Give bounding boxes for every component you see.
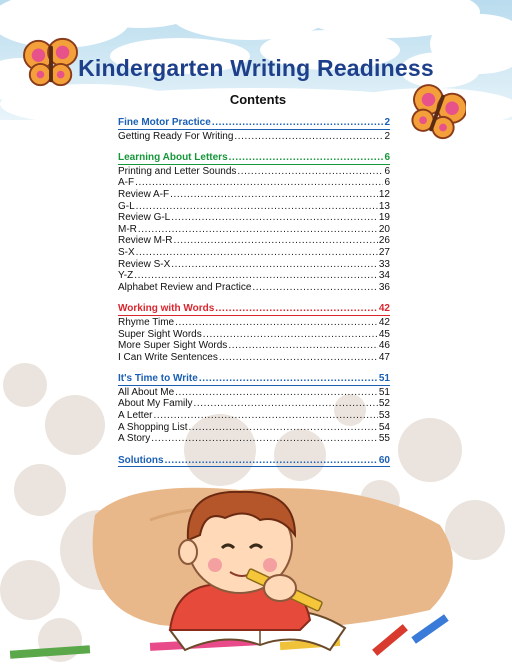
dot-leader bbox=[234, 131, 383, 143]
toc-section bbox=[118, 455, 390, 468]
toc-entry-label: More Super Sight Words bbox=[118, 340, 228, 352]
toc-entry-page: 12 bbox=[378, 188, 390, 200]
toc-heading-page: 6 bbox=[384, 152, 390, 164]
toc-entry-label: Alphabet Review and Practice bbox=[118, 281, 252, 293]
dot-leader bbox=[135, 177, 383, 189]
toc-section bbox=[118, 117, 390, 142]
toc-entry-label: G-L bbox=[118, 200, 135, 212]
toc-entry[interactable] bbox=[118, 247, 390, 259]
toc-heading-label: Learning About Letters bbox=[118, 152, 228, 164]
toc-entry-page: 13 bbox=[378, 200, 390, 212]
page-title: Kindergarten Writing Readiness bbox=[78, 55, 434, 81]
toc-entry[interactable] bbox=[118, 212, 390, 224]
toc-entry[interactable] bbox=[118, 235, 390, 247]
toc-section bbox=[118, 303, 390, 363]
toc-entry-page: 26 bbox=[378, 235, 390, 247]
toc-entry[interactable] bbox=[118, 189, 390, 201]
toc-entry[interactable] bbox=[118, 398, 390, 410]
dot-leader bbox=[153, 410, 377, 422]
toc-entry-label: Review A-F bbox=[118, 188, 170, 200]
toc-entry-page: 55 bbox=[378, 433, 390, 445]
toc-entry-label: I Can Write Sentences bbox=[118, 351, 218, 363]
toc-section bbox=[118, 152, 390, 293]
toc-section-heading[interactable] bbox=[118, 117, 390, 130]
dot-leader bbox=[252, 282, 377, 294]
toc-section-heading[interactable] bbox=[118, 455, 390, 468]
toc-entry-page: 46 bbox=[378, 340, 390, 352]
dot-leader bbox=[193, 398, 377, 410]
toc-entry-page: 34 bbox=[378, 270, 390, 282]
toc-entry[interactable] bbox=[118, 259, 390, 271]
toc-heading-page: 2 bbox=[384, 117, 390, 128]
toc-entry[interactable] bbox=[118, 410, 390, 422]
toc-entry-page: 45 bbox=[378, 328, 390, 340]
toc-entry-page: 54 bbox=[378, 421, 390, 433]
toc-entry-label: S-X bbox=[118, 246, 135, 258]
dot-leader bbox=[134, 270, 378, 282]
toc-section-heading[interactable] bbox=[118, 373, 390, 386]
toc-entry[interactable] bbox=[118, 224, 390, 236]
toc-section bbox=[118, 373, 390, 445]
toc-entry-page: 20 bbox=[378, 223, 390, 235]
toc-entry[interactable] bbox=[118, 270, 390, 282]
toc-entry-label: Rhyme Time bbox=[118, 316, 175, 328]
toc-entry-label: A-F bbox=[118, 177, 135, 189]
toc-entry[interactable] bbox=[118, 340, 390, 352]
dot-leader bbox=[175, 387, 378, 399]
toc-heading-label: Solutions bbox=[118, 454, 164, 466]
toc-entry[interactable] bbox=[118, 422, 390, 434]
dot-leader bbox=[203, 329, 378, 341]
toc-entry-label: Review G-L bbox=[118, 212, 171, 224]
toc-entry-label: M-R bbox=[118, 223, 137, 235]
toc-entry-page: 33 bbox=[378, 258, 390, 270]
dot-leader bbox=[215, 303, 378, 315]
toc-entry-label: Review S-X bbox=[118, 258, 171, 270]
toc-entry[interactable] bbox=[118, 201, 390, 213]
toc-entry-page: 6 bbox=[384, 165, 390, 177]
toc-entry[interactable] bbox=[118, 387, 390, 399]
contents-heading: Contents bbox=[229, 92, 287, 107]
dot-leader bbox=[151, 433, 378, 445]
dot-leader bbox=[175, 317, 378, 329]
toc-entry[interactable] bbox=[118, 131, 390, 143]
dot-leader bbox=[228, 340, 378, 352]
dot-leader bbox=[171, 212, 378, 224]
dot-leader bbox=[237, 166, 383, 178]
dot-leader bbox=[136, 201, 378, 213]
toc-entry-page: 2 bbox=[384, 130, 390, 142]
toc-entry-page: 27 bbox=[378, 246, 390, 258]
dot-leader bbox=[199, 373, 378, 385]
toc-entry-label: Getting Ready For Writing bbox=[118, 130, 234, 142]
dot-leader bbox=[173, 235, 377, 247]
toc-entry-label: A Story bbox=[118, 433, 151, 445]
toc-entry[interactable] bbox=[118, 329, 390, 341]
toc-entry-page: 53 bbox=[378, 410, 390, 422]
dot-leader bbox=[136, 247, 378, 259]
dot-leader bbox=[170, 189, 378, 201]
dot-leader bbox=[138, 224, 378, 236]
toc-heading-label: It's Time to Write bbox=[118, 373, 198, 385]
toc-entry[interactable] bbox=[118, 166, 390, 178]
toc-entry-label: All About Me bbox=[118, 386, 175, 398]
boy-writing-illustration bbox=[130, 480, 390, 655]
toc-entry-page: 36 bbox=[378, 281, 390, 293]
toc-section-heading[interactable] bbox=[118, 303, 390, 316]
toc-entry-page: 19 bbox=[378, 212, 390, 224]
toc-entry-page: 42 bbox=[378, 316, 390, 328]
toc-entry-page: 52 bbox=[378, 398, 390, 410]
dot-leader bbox=[212, 117, 384, 129]
dot-leader bbox=[165, 455, 378, 467]
toc-entry[interactable] bbox=[118, 317, 390, 329]
dot-leader bbox=[229, 152, 384, 164]
toc-entry-page: 47 bbox=[378, 351, 390, 363]
toc-entry[interactable] bbox=[118, 352, 390, 364]
dot-leader bbox=[189, 422, 378, 434]
table-of-contents bbox=[118, 117, 390, 477]
dot-leader bbox=[171, 259, 378, 271]
toc-heading-label: Working with Words bbox=[118, 303, 215, 315]
toc-entry-label: A Letter bbox=[118, 410, 153, 422]
toc-heading-page: 42 bbox=[378, 303, 390, 315]
toc-entry-page: 6 bbox=[384, 177, 390, 189]
toc-entry-label: Review M-R bbox=[118, 235, 173, 247]
toc-entry-page: 51 bbox=[378, 386, 390, 398]
toc-heading-label: Fine Motor Practice bbox=[118, 117, 211, 128]
toc-entry[interactable] bbox=[118, 282, 390, 294]
dot-leader bbox=[219, 352, 378, 364]
toc-entry-label: Super Sight Words bbox=[118, 328, 202, 340]
toc-entry-label: A Shopping List bbox=[118, 421, 188, 433]
toc-entry-label: Y-Z bbox=[118, 270, 134, 282]
toc-entry-label: About My Family bbox=[118, 398, 193, 410]
toc-entry[interactable] bbox=[118, 177, 390, 189]
toc-heading-page: 60 bbox=[378, 454, 390, 466]
toc-section-heading[interactable] bbox=[118, 152, 390, 165]
toc-entry-label: Printing and Letter Sounds bbox=[118, 165, 237, 177]
toc-heading-page: 51 bbox=[378, 373, 390, 385]
toc-entry[interactable] bbox=[118, 433, 390, 445]
